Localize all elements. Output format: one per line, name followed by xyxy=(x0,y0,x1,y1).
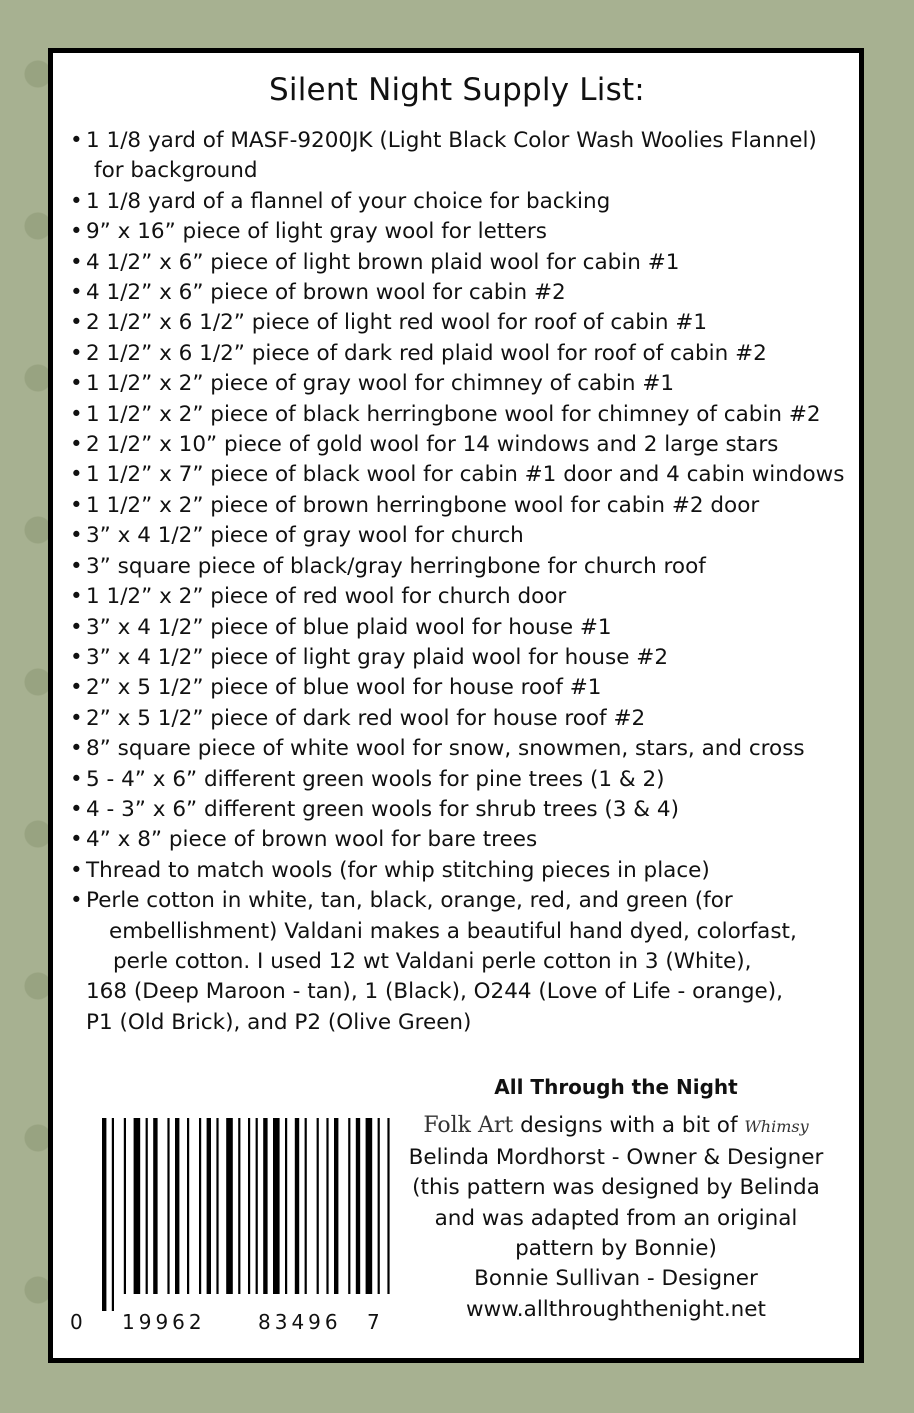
supply-item xyxy=(70,491,860,521)
designer-line: Bonnie Sullivan - Designer xyxy=(474,1266,758,1292)
credits-block xyxy=(396,1072,836,1325)
barcode-left-group: 19962 xyxy=(122,1310,206,1334)
barcode-bar xyxy=(102,1118,106,1311)
barcode-right-group: 83496 xyxy=(258,1310,342,1334)
supply-item xyxy=(70,734,860,764)
note-line: pattern by Bonnie) xyxy=(515,1236,717,1262)
barcode-bar xyxy=(334,1118,338,1294)
barcode xyxy=(70,1118,390,1343)
supply-item xyxy=(70,339,860,369)
supply-item xyxy=(70,582,860,612)
note-line: and was adapted from an original xyxy=(434,1205,798,1231)
supply-item xyxy=(70,369,860,399)
barcode-bar xyxy=(326,1118,328,1294)
supply-item-line: • 3” x 4 1/2” piece of gray wool for church xyxy=(86,523,524,549)
supply-item-line: for background xyxy=(94,158,258,184)
barcode-bar xyxy=(216,1118,218,1294)
barcode-bar xyxy=(153,1118,157,1294)
supply-item-line: • 9” x 16” piece of light gray wool for letters xyxy=(86,219,547,245)
supply-item xyxy=(70,248,860,278)
supply-item xyxy=(70,126,860,187)
barcode-bar xyxy=(256,1118,258,1294)
supply-item-line: • 5 - 4” x 6” different green wools for pine trees (1 & 2) xyxy=(86,766,665,792)
page-title: Silent Night Supply List: xyxy=(269,72,645,108)
supply-item xyxy=(70,856,860,886)
tagline xyxy=(396,1111,836,1142)
barcode-bar xyxy=(238,1118,240,1294)
supply-item xyxy=(70,825,860,855)
barcode-lead-digit: 0 xyxy=(70,1310,87,1334)
supply-item-line: • 1 1/2” x 2” piece of brown herringbone wool for cabin #2 door xyxy=(86,492,760,518)
barcode-bar xyxy=(112,1118,114,1311)
barcode-bar xyxy=(199,1118,201,1294)
supply-item-line: • 2 1/2” x 6 1/2” piece of light red wool for roof of cabin #1 xyxy=(86,310,708,336)
barcode-bar xyxy=(167,1118,169,1294)
supply-item-line: • 1 1/2” x 2” piece of gray wool for chimney of cabin #1 xyxy=(86,371,675,397)
supply-item xyxy=(70,673,860,703)
supply-item-line: • 2” x 5 1/2” piece of blue wool for house roof #1 xyxy=(86,675,602,701)
supply-item xyxy=(70,643,860,673)
supply-item xyxy=(70,704,860,734)
tagline-folk-art: Folk Art xyxy=(423,1113,514,1139)
barcode-bar xyxy=(175,1118,179,1294)
barcode-check-digit: 7 xyxy=(367,1310,384,1334)
supply-item xyxy=(70,765,860,795)
barcode-bar xyxy=(295,1118,299,1294)
barcode-bar xyxy=(124,1118,126,1294)
supply-item xyxy=(70,430,860,460)
note-line: (this pattern was designed by Belinda xyxy=(412,1175,820,1201)
barcode-bar xyxy=(226,1118,233,1294)
supply-item-line: P1 (Old Brick), and P2 (Olive Green) xyxy=(86,1009,472,1035)
supply-item-line: • 1 1/2” x 2” piece of black herringbone wool for chimney of cabin #2 xyxy=(86,401,821,427)
barcode-bar xyxy=(387,1118,389,1294)
supply-item-line: • 3” x 4 1/2” piece of blue plaid wool for house #1 xyxy=(86,614,612,640)
supply-item-line: • 4 - 3” x 6” different green wools for shrub trees (3 & 4) xyxy=(86,796,679,822)
barcode-bar xyxy=(187,1118,189,1294)
barcode-bars xyxy=(100,1118,400,1311)
barcode-bar xyxy=(134,1118,141,1294)
tagline-middle: designs with a bit of xyxy=(513,1113,745,1139)
supply-item xyxy=(70,460,860,490)
supply-item-line: • 2 1/2” x 6 1/2” piece of dark red plaid wool for roof of cabin #2 xyxy=(86,340,767,366)
supply-item-line: • 2” x 5 1/2” piece of dark red wool for house roof #2 xyxy=(86,705,646,731)
brand-name: All Through the Night xyxy=(494,1075,738,1099)
supply-item-line: • 8” square piece of white wool for snow, snowmen, stars, and cross xyxy=(86,736,805,762)
supply-item-line: • 4 1/2” x 6” piece of light brown plaid wool for cabin #1 xyxy=(86,249,680,275)
supply-item xyxy=(70,308,860,338)
supply-item-line: • 3” x 4 1/2” piece of light gray plaid wool for house #2 xyxy=(86,644,669,670)
barcode-bar xyxy=(366,1118,373,1294)
supply-item xyxy=(70,552,860,582)
supply-item-line: • 2 1/2” x 10” piece of gold wool for 14 windows and 2 large stars xyxy=(86,432,779,458)
supply-item xyxy=(70,187,860,217)
barcode-bar xyxy=(285,1118,287,1294)
supply-item xyxy=(70,795,860,825)
tagline-whimsy: Whimsy xyxy=(744,1117,809,1137)
supply-item-line: • 4” x 8” piece of brown wool for bare trees xyxy=(86,827,538,853)
barcode-bar xyxy=(248,1118,250,1294)
supply-item-line: perle cotton. I used 12 wt Valdani perle cotton in 3 (White), xyxy=(113,948,752,974)
barcode-bar xyxy=(356,1118,360,1294)
supply-item-line: • 1 1/2” x 7” piece of black wool for cabin #1 door and 4 cabin windows xyxy=(86,462,845,488)
barcode-bar xyxy=(207,1118,211,1294)
website-link[interactable]: www.allthroughthenight.net xyxy=(466,1296,766,1322)
supply-item-line: 168 (Deep Maroon - tan), 1 (Black), O244 (Love of Life - orange), xyxy=(86,979,783,1005)
supply-item xyxy=(70,886,860,1038)
supply-list xyxy=(70,126,860,1038)
supply-item xyxy=(70,217,860,247)
supply-item-line: • 1 1/2” x 2” piece of red wool for church door xyxy=(86,584,567,610)
supply-item xyxy=(70,521,860,551)
barcode-bar xyxy=(348,1118,350,1294)
barcode-bar xyxy=(378,1118,380,1294)
barcode-bar xyxy=(317,1118,319,1294)
supply-item-line: • 3” square piece of black/gray herringbone for church roof xyxy=(86,553,706,579)
supply-item-line: embellishment) Valdani makes a beautiful hand dyed, colorfast, xyxy=(109,918,797,944)
supply-item-line: • Thread to match wools (for whip stitching pieces in place) xyxy=(86,857,710,883)
owner-line: Belinda Mordhorst - Owner & Designer xyxy=(408,1144,824,1170)
barcode-bar xyxy=(273,1118,280,1294)
supply-item xyxy=(70,613,860,643)
supply-item-line: • Perle cotton in white, tan, black, orange, red, and green (for xyxy=(86,888,733,914)
barcode-bar xyxy=(305,1118,307,1294)
barcode-bar xyxy=(146,1118,148,1294)
supply-item-line: • 1 1/8 yard of MASF-9200JK (Light Black Color Wash Woolies Flannel) xyxy=(86,128,817,153)
barcode-bar xyxy=(263,1118,267,1294)
supply-item xyxy=(70,400,860,430)
supply-item-line: • 4 1/2” x 6” piece of brown wool for cabin #2 xyxy=(86,280,566,306)
supply-item-line: • 1 1/8 yard of a flannel of your choice for backing xyxy=(86,188,611,214)
supply-item xyxy=(70,278,860,308)
